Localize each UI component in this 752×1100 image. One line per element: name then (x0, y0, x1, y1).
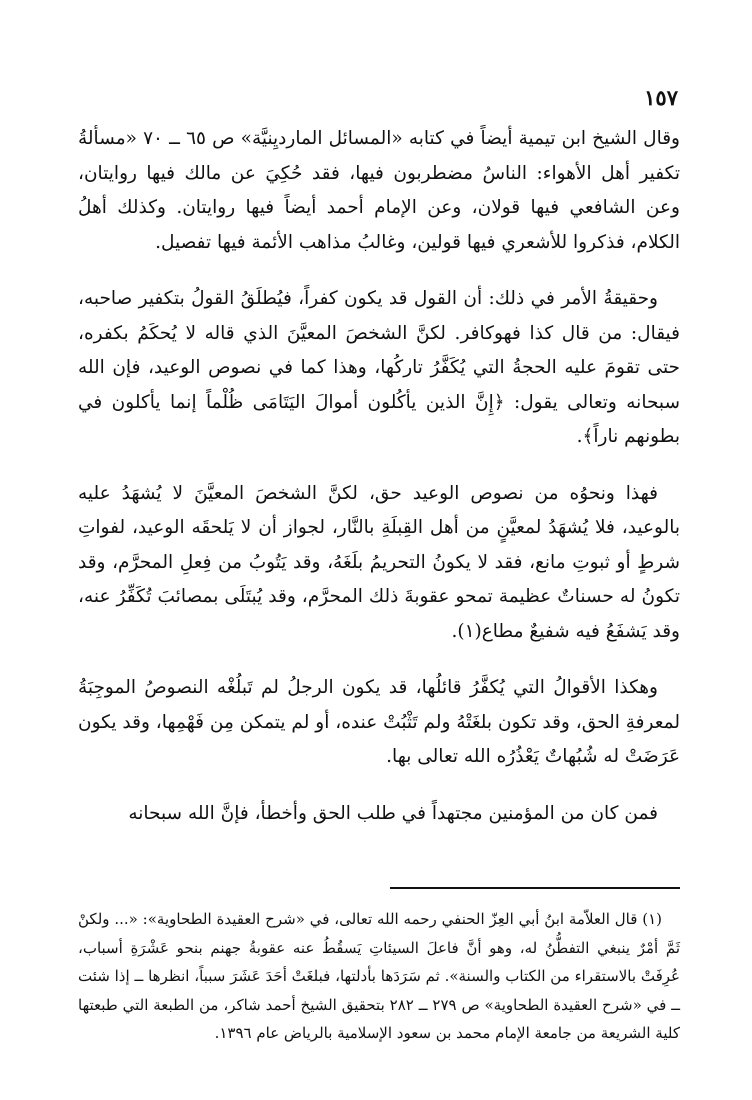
book-page (78, 78, 680, 1058)
page-number: ١٥٧ (644, 85, 678, 110)
footnote-1: (١) قال العلاّمة ابنُ أبي العِزّ الحنفي رحمه الله تعالى، في «شرح العقيدة الطحاوية»: «... ولكنْ ثَمَّ أمْرٌ ينبغي التفطُّنُ له، وهو أنَّ فاعلَ السيئاتِ يَسقُطُ عنه عقوبةُ جهنم بنحو عَشْرَةِ أسباب، عُرِفَتْ بالاستقراء من الكتاب والسنة». ثم سَرَدَها بأدلتها، فبلغَتْ أحَدَ عَشَرَ سبباً، انظرها ــ إذا شئت ــ في «شرح العقيدة الطحاوية» ص ٢٧٩ ــ ٢٨٢ بتحقيق الشيخ أحمد شاكر، من الطبعة التي طبعتها كلية الشريعة من جامعة الإمام محمد بن سعود الإسلامية بالرياض عام ١٣٩٦. (78, 910, 680, 1042)
paragraph-texts-of-threat: فهذا ونحوُه من نصوص الوعيد حق، لكنَّ الشخصَ المعيَّنَ لا يُشهَدُ عليه بالوعيد، فلا يُشهَدُ لمعيَّنٍ من أهل القِبلَةِ بالنَّار، لجواز أن لا يَلحقَه الوعيد، لفواتِ شرطٍ أو ثبوتِ مانع، فقد لا يكونُ التحريمُ بلَغَهُ، وقد يَتُوبُ من فِعلِ المحرَّم، وقد تكونُ له حسناتٌ عظيمة تمحو عقوبةَ ذلك المحرَّم، وقد يُبتَلَى بمصائبَ تُكَفِّرُ عنه، وقد يَشفَعُ فيه شفيعٌ مطاع(١). (78, 482, 680, 642)
footnote-separator-wrap (78, 853, 680, 905)
footnote-separator (390, 887, 680, 889)
paragraph-ibn-taymiyyah-quote: وقال الشيخ ابن تيمية أيضاً في كتابه «المسائل المارديِنيَّة» ص ٦٥ ــ ٧٠ «مسألةُ تكفير أهل الأهواء: الناسُ مضطربون فيها، فقد حُكِيَ عن مالك فيها روايتان، وعن الشافعي فيها قولان، وعن الإمام أحمد أيضاً فيها روايتان. وكذلك أهلُ الكلام، فذكروا للأشعري فيها قولين، وغالبُ مذاهب الأئمة فيها تفصيل. (78, 128, 680, 253)
paragraph-mujtahid-believer: فمن كان من المؤمنين مجتهداً في طلب الحق وأخطأ، فإنَّ الله سبحانه (128, 802, 658, 824)
paragraph-statements-of-kufr: وهكذا الأقوالُ التي يُكفَّرُ قائلُها، قد يكون الرجلُ لم تَبلُغْه النصوصُ الموجِبَةُ لمعرفةِ الحق، وقد تكون بلغَتْهُ ولم تَثْبُتْ عنده، أو لم يتمكن مِن فَهْمِها، وقد يكون عَرَضَتْ له شُبُهاتٌ يَعْذُرُه الله تعالى بها. (78, 677, 680, 767)
paragraph-reality-of-matter: وحقيقةُ الأمر في ذلك: أن القول قد يكون كفراً، فيُطلَقُ القولُ بتكفير صاحبه، فيقال: من قال كذا فهوكافر. لكنَّ الشخصَ المعيَّنَ الذي قاله لا يُحكَمُ بكفره، حتى تقومَ عليه الحجةُ التي يُكَفَّرُ تاركُها، وهذا كما في نصوص الوعيد، فإن الله سبحانه وتعالى يقول: ﴿إِنَّ الذين يأكُلون أموالَ اليَتَامَى ظُلْماً إنما يأكلون في بطونهم ناراً﴾. (78, 288, 680, 447)
